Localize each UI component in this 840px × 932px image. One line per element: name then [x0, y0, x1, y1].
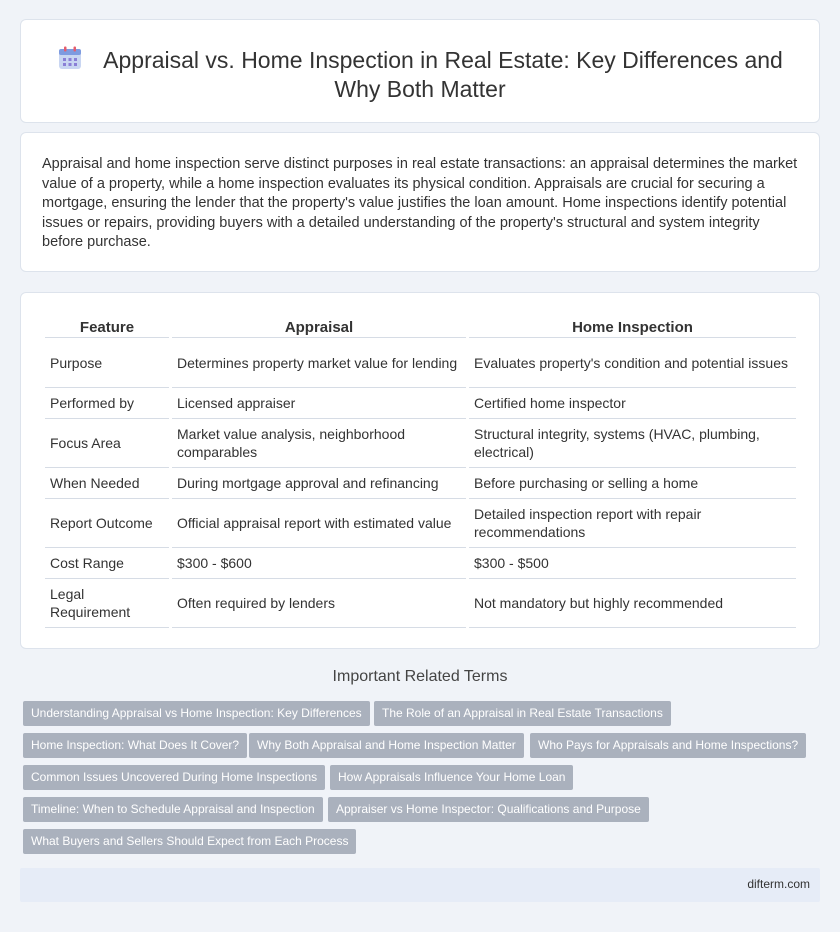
table-row	[45, 338, 796, 388]
row-appraisal: $300 - $600	[172, 548, 466, 579]
page-title: Appraisal vs. Home Inspection in Real Estate: Key Differences and Why Both Matter	[103, 47, 783, 102]
row-feature: Legal Requirement	[45, 579, 169, 628]
header-home-inspection: Home Inspection	[469, 313, 796, 338]
row-inspection: Evaluates property's condition and potential issues	[469, 338, 796, 388]
table-row	[45, 499, 796, 548]
related-term-tag[interactable]: Why Both Appraisal and Home Inspection Matter	[249, 733, 524, 758]
row-feature: Cost Range	[45, 548, 169, 579]
related-term-tag[interactable]: The Role of an Appraisal in Real Estate Transactions	[374, 701, 671, 726]
row-inspection: Before purchasing or selling a home	[469, 468, 796, 499]
table-row	[45, 419, 796, 468]
header-appraisal: Appraisal	[172, 313, 466, 338]
related-term-tag[interactable]: Timeline: When to Schedule Appraisal and Inspection	[23, 797, 323, 822]
row-appraisal: Often required by lenders	[172, 579, 466, 628]
related-term-tag[interactable]: Appraiser vs Home Inspector: Qualifications and Purpose	[328, 797, 649, 822]
table-row	[45, 548, 796, 579]
table-row	[45, 388, 796, 419]
calendar-icon	[57, 45, 83, 71]
header-feature: Feature	[45, 313, 169, 338]
table-row	[45, 468, 796, 499]
row-appraisal: Determines property market value for lending	[172, 338, 466, 388]
related-term-tag[interactable]: Who Pays for Appraisals and Home Inspections?	[530, 733, 806, 758]
row-inspection: Not mandatory but highly recommended	[469, 579, 796, 628]
related-term-tag[interactable]: Home Inspection: What Does It Cover?	[23, 733, 247, 758]
intro-paragraph: Appraisal and home inspection serve distinct purposes in real estate transactions: an appraisal determines the market value of a property, while a home inspection evaluates its physical condition. Appraisals are crucial for securing a mortgage, ensuring the lender that the property's value justifies the loan amount. Home inspections identify potential issues or repairs, providing buyers with a detailed understanding of the property's structural and system integrity before purchase.	[42, 156, 798, 250]
related-terms-title: Important Related Terms	[332, 668, 508, 685]
row-feature: Performed by	[45, 388, 169, 419]
title-card	[20, 19, 820, 123]
intro-card	[20, 132, 820, 272]
row-feature: Report Outcome	[45, 499, 169, 548]
row-appraisal: Official appraisal report with estimated value	[172, 499, 466, 548]
related-term-tag[interactable]: What Buyers and Sellers Should Expect from Each Process	[23, 829, 356, 854]
related-term-tag[interactable]: Understanding Appraisal vs Home Inspection: Key Differences	[23, 701, 370, 726]
row-feature: Focus Area	[45, 419, 169, 468]
row-appraisal: During mortgage approval and refinancing	[172, 468, 466, 499]
footer-site-name: difterm.com	[747, 877, 810, 891]
row-feature: When Needed	[45, 468, 169, 499]
row-appraisal: Licensed appraiser	[172, 388, 466, 419]
table-header-row	[45, 313, 796, 338]
row-inspection: Structural integrity, systems (HVAC, plumbing, electrical)	[469, 419, 796, 468]
row-appraisal: Market value analysis, neighborhood comparables	[172, 419, 466, 468]
related-term-tag[interactable]: How Appraisals Influence Your Home Loan	[330, 765, 573, 790]
row-inspection: $300 - $500	[469, 548, 796, 579]
comparison-table	[42, 313, 799, 628]
row-inspection: Detailed inspection report with repair recommendations	[469, 499, 796, 548]
comparison-card	[20, 292, 820, 649]
row-inspection: Certified home inspector	[469, 388, 796, 419]
footer	[20, 868, 820, 902]
table-row	[45, 579, 796, 628]
related-term-tag[interactable]: Common Issues Uncovered During Home Inspections	[23, 765, 325, 790]
row-feature: Purpose	[45, 338, 169, 388]
page-title-wrap	[21, 45, 819, 104]
